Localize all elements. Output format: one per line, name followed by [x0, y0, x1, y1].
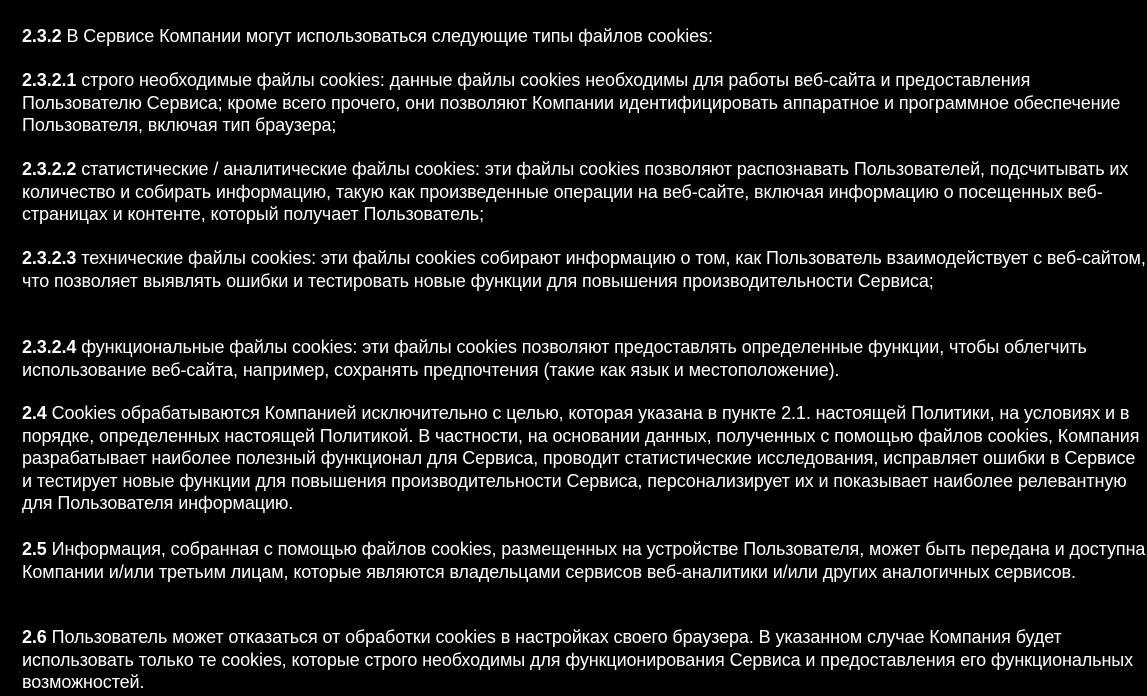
clause-number: 2.3.2.2 — [22, 159, 77, 179]
clause-number: 2.3.2.1 — [22, 70, 77, 90]
clause-number: 2.4 — [22, 403, 47, 423]
clause-text: В Сервисе Компании могут использоваться следующие типы файлов cookies: — [61, 26, 713, 46]
clause-2-3-2-1 — [22, 69, 1147, 137]
clause-number: 2.5 — [22, 539, 47, 559]
clause-number: 2.6 — [22, 627, 47, 647]
clause-2-6 — [22, 626, 1147, 694]
clause-text: статистические / аналитические файлы cookies: эти файлы cookies позволяют распознавать Пользователей, подсчитывать их количество и собирать информацию, такую как произведенные операции на веб-сайте, включая информацию о посещенных веб-страницах и контенте, который получает Пользователь; — [22, 159, 1129, 224]
clause-2-4 — [22, 402, 1147, 515]
clause-number: 2.3.2 — [22, 26, 62, 46]
clause-number: 2.3.2.4 — [22, 337, 77, 357]
clause-2-5 — [22, 538, 1147, 583]
clause-2-3-2-4 — [22, 336, 1147, 381]
clause-text: Cookies обрабатываются Компанией исключительно с целью, которая указана в пункте 2.1. настоящей Политики, на условиях и в порядке, определенных настоящей Политикой. В частности, на основании данных, полученных с помощью файлов cookies, Компания разрабатывает наиболее полезный функционал для Сервиса, проводит статистические исследования, исправляет ошибки в Сервисе и тестирует новые функции для повышения производительности Сервиса, персонализирует их и показывает наиболее релевантную для Пользователя информацию. — [22, 403, 1140, 513]
clause-text: технические файлы cookies: эти файлы cookies собирают информацию о том, как Пользователь взаимодействует с веб-сайтом, что позволяет выявлять ошибки и тестировать новые функции для повышения производительности Сервиса; — [22, 248, 1146, 291]
clause-text: строго необходимые файлы cookies: данные файлы cookies необходимы для работы веб-сайта и предоставления Пользователю Сервиса; кроме всего прочего, они позволяют Компании идентифицировать аппаратное и программное обеспечение Пользователя, включая тип браузера; — [22, 70, 1121, 135]
clause-2-3-2-3 — [22, 247, 1147, 292]
clause-text: Информация, собранная с помощью файлов cookies, размещенных на устройстве Пользователя, может быть передана и доступна Компании и/или третьим лицам, которые являются владельцами сервисов веб-аналитики и/или других аналогичных сервисов. — [22, 539, 1146, 582]
clause-text: Пользователь может отказаться от обработки cookies в настройках своего браузера. В указанном случае Компания будет использовать только те cookies, которые строго необходимы для функционирования Сервиса и предоставления его функциональных возможностей. — [22, 627, 1134, 692]
clause-number: 2.3.2.3 — [22, 248, 77, 268]
clause-text: функциональные файлы cookies: эти файлы cookies позволяют предоставлять определенные функции, чтобы облегчить использование веб-сайта, например, сохранять предпочтения (такие как язык и местоположение). — [22, 337, 1087, 380]
clause-2-3-2-2 — [22, 158, 1147, 226]
clause-2-3-2 — [22, 25, 713, 48]
